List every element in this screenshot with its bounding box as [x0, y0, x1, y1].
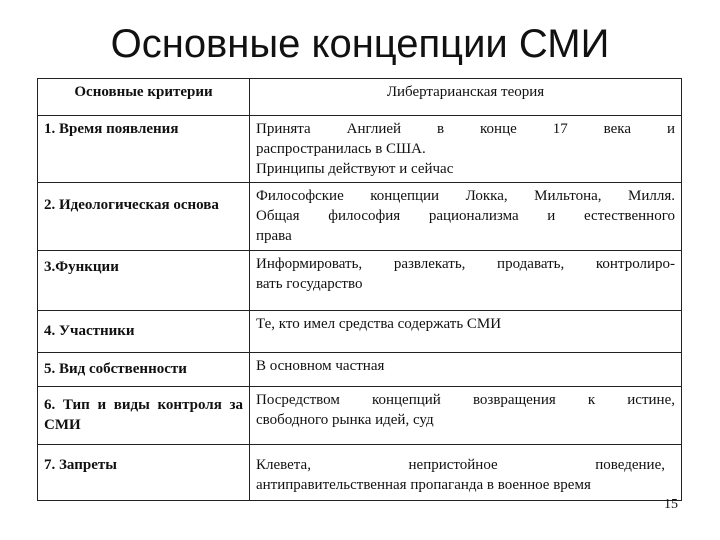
description-line: Информировать, развлекать, продавать, контролиро- — [256, 256, 675, 272]
description-cell — [250, 387, 682, 445]
criterion-cell — [38, 387, 250, 445]
table-row — [38, 445, 682, 501]
header-theory: Либертарианская теория — [250, 79, 682, 116]
header-criteria: Основные критерии — [38, 79, 250, 116]
table-row — [38, 387, 682, 445]
criterion-cell: 3.Функции — [38, 251, 250, 311]
table-row — [38, 183, 682, 251]
description-line: права — [256, 228, 292, 244]
page-number: 15 — [664, 497, 678, 512]
description-line: Принципы действуют и сейчас — [256, 161, 454, 177]
criterion-text: 6. Тип и виды контроля за СМИ — [44, 397, 243, 433]
table-row — [38, 116, 682, 183]
description-line: Те, кто имел средства содержать СМИ — [256, 316, 502, 332]
description-cell — [250, 116, 682, 183]
table-row — [38, 311, 682, 353]
concepts-table — [37, 78, 682, 501]
description-line: Принята Англией в конце 17 века и — [256, 121, 675, 137]
description-line: Клевета, непристойное поведение, — [256, 457, 665, 473]
description-cell — [250, 251, 682, 311]
table-row — [38, 353, 682, 387]
table-header-row — [38, 79, 682, 116]
description-cell — [250, 353, 682, 387]
description-line: Посредством концепций возвращения к истине, — [256, 392, 675, 408]
description-cell — [250, 183, 682, 251]
description-line: антиправительственная пропаганда в военное время — [256, 477, 591, 493]
description-line: распространилась в США. — [256, 141, 426, 157]
description-line: Философские концепции Локка, Мильтона, Милля. — [256, 188, 675, 204]
slide-title: Основные концепции СМИ — [110, 22, 610, 66]
description-line: В основном частная — [256, 358, 385, 374]
description-cell — [250, 445, 682, 501]
criterion-cell: 7. Запреты — [38, 445, 250, 501]
description-line: Общая философия рационализма и естественного — [256, 208, 675, 224]
criterion-cell: 1. Время появления — [38, 116, 250, 183]
table-row — [38, 251, 682, 311]
description-line: вать государство — [256, 276, 363, 292]
criterion-cell: 2. Идеологическая основа — [38, 183, 250, 251]
description-cell — [250, 311, 682, 353]
criterion-cell: 5. Вид собственности — [38, 353, 250, 387]
description-line: свободного рынка идей, суд — [256, 412, 434, 428]
criterion-cell: 4. Участники — [38, 311, 250, 353]
